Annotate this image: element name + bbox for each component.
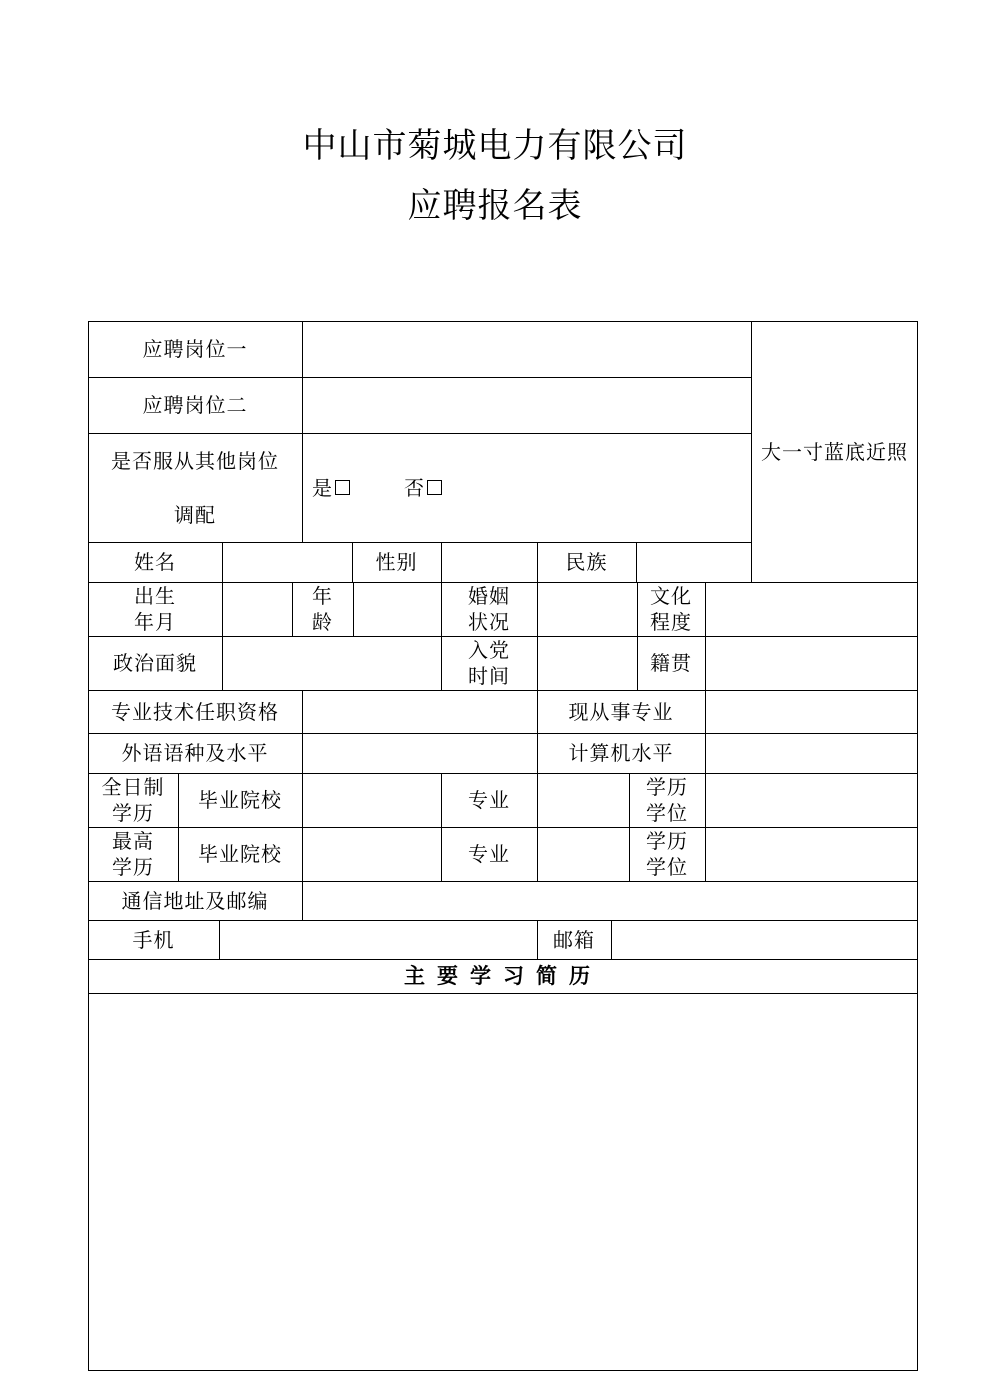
education-field[interactable] [705, 582, 918, 636]
computer-field[interactable] [705, 733, 918, 773]
label-birth-line1: 出生 [134, 584, 176, 608]
language-field[interactable] [302, 733, 537, 773]
label-highest [88, 827, 178, 881]
label-degree-line2: 学位 [646, 855, 688, 879]
label-education-line1: 文化 [650, 584, 692, 608]
label-language: 外语语种及水平 [121, 741, 269, 765]
label-address: 通信地址及邮编 [121, 888, 269, 913]
label-fulltime-school: 毕业院校 [198, 788, 282, 812]
label-marital [441, 582, 537, 636]
gender-field[interactable] [441, 542, 537, 582]
fulltime-major-field[interactable] [537, 773, 629, 827]
label-transfer-line1: 是否服从其他岗位 [111, 448, 279, 473]
tech-title-field[interactable] [302, 690, 537, 733]
no-option-label: 否 [404, 475, 425, 500]
age-field[interactable] [353, 582, 441, 636]
label-fulltime-major: 专业 [468, 788, 510, 812]
label-tech-title: 专业技术任职资格 [111, 699, 279, 724]
photo-placeholder[interactable] [751, 321, 918, 582]
highest-degree-field[interactable] [705, 827, 918, 881]
label-ethnicity: 民族 [565, 550, 608, 574]
label-highest-degree [629, 827, 705, 881]
label-highest-line1: 最高 [112, 829, 154, 853]
label-degree-line1: 学历 [646, 829, 688, 853]
label-position-2: 应聘岗位二 [142, 393, 248, 417]
position-2-field[interactable] [302, 377, 751, 433]
label-highest-school: 毕业院校 [198, 842, 282, 866]
label-current-major: 现从事专业 [568, 699, 674, 724]
label-education-line2: 程度 [650, 610, 692, 634]
label-political: 政治面貌 [113, 651, 197, 675]
highest-school-field[interactable] [302, 827, 441, 881]
origin-field[interactable] [705, 636, 918, 690]
label-party [441, 636, 537, 690]
study-history-header: 主要学习简历 [404, 964, 602, 988]
address-field[interactable] [302, 881, 918, 920]
study-history-field[interactable] [88, 993, 918, 1371]
yes-checkbox[interactable] [335, 480, 350, 495]
position-1-field[interactable] [302, 321, 751, 377]
label-fulltime [88, 773, 178, 827]
current-major-field[interactable] [705, 690, 918, 733]
label-marital-line1: 婚姻 [468, 584, 510, 608]
label-party-line1: 入党 [468, 638, 510, 662]
label-gender: 性别 [375, 550, 418, 574]
party-field[interactable] [537, 636, 637, 690]
name-field[interactable] [222, 542, 352, 582]
label-party-line2: 时间 [468, 664, 510, 688]
email-field[interactable] [611, 920, 918, 959]
label-degree-line1: 学历 [646, 775, 688, 799]
label-position-1: 应聘岗位一 [142, 337, 248, 361]
label-degree-line2: 学位 [646, 801, 688, 825]
label-fulltime-line1: 全日制 [101, 775, 165, 799]
label-age-line2: 龄 [312, 610, 333, 634]
label-birth-line2: 年月 [134, 610, 176, 634]
label-transfer-line2: 调配 [174, 503, 216, 527]
label-age [292, 582, 353, 636]
mobile-field[interactable] [219, 920, 537, 959]
label-highest-major: 专业 [468, 842, 510, 866]
label-highest-line2: 学历 [112, 855, 154, 879]
label-fulltime-line2: 学历 [112, 801, 154, 825]
fulltime-degree-field[interactable] [705, 773, 918, 827]
form-title: 应聘报名表 [407, 186, 583, 226]
label-computer: 计算机水平 [568, 741, 674, 765]
label-mobile: 手机 [132, 927, 175, 952]
label-email: 邮箱 [553, 927, 595, 952]
marital-field[interactable] [537, 582, 637, 636]
label-education [637, 582, 705, 636]
label-fulltime-degree [629, 773, 705, 827]
company-title: 中山市菊城电力有限公司 [302, 126, 688, 166]
transfer-options [302, 433, 751, 542]
yes-option-label: 是 [312, 475, 333, 500]
political-field[interactable] [222, 636, 441, 690]
label-name: 姓名 [134, 550, 176, 574]
birth-field[interactable] [222, 582, 292, 636]
ethnicity-field[interactable] [636, 542, 751, 582]
label-age-line1: 年 [312, 584, 333, 608]
label-marital-line2: 状况 [468, 610, 510, 634]
label-origin: 籍贯 [650, 651, 692, 675]
highest-major-field[interactable] [537, 827, 629, 881]
fulltime-school-field[interactable] [302, 773, 441, 827]
application-form [88, 321, 918, 1371]
no-checkbox[interactable] [427, 480, 442, 495]
photo-label: 大一寸蓝底近照 [761, 439, 908, 464]
label-birth [88, 582, 222, 636]
